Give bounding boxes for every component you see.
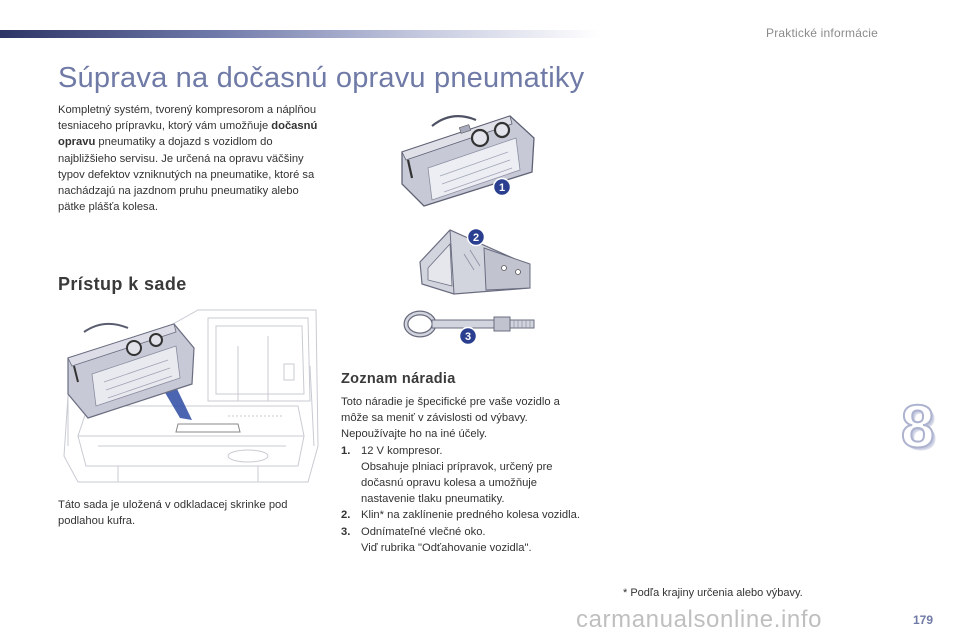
callout-1 bbox=[492, 177, 512, 197]
tools-heading: Zoznam náradia bbox=[341, 371, 456, 387]
section-header: Praktické informácie bbox=[766, 26, 879, 40]
tool-number: 3. bbox=[341, 525, 351, 538]
intro-bold: dočasnú opravu bbox=[58, 120, 318, 149]
header-gradient-bar bbox=[0, 30, 600, 38]
tools-body bbox=[341, 394, 586, 556]
access-text: Táto sada je uložená v odkladacej skrinke pod podlahou kufra. bbox=[58, 499, 288, 528]
tool-line: Obsahuje plniaci prípravok, určený pre dočasnú opravu kolesa a umožňuje nastavenie tlaku pneumatiky. bbox=[361, 460, 553, 506]
access-heading: Prístup k sade bbox=[58, 274, 187, 294]
intro-paragraph bbox=[58, 102, 318, 215]
callout-2-label: 2 bbox=[472, 232, 480, 244]
callout-3 bbox=[458, 326, 478, 346]
watermark: carmanualsonline.info bbox=[576, 606, 823, 633]
footnote: * Podľa krajiny určenia alebo výbavy. bbox=[623, 587, 803, 599]
tool-number: 1. bbox=[341, 444, 351, 457]
callout-3-label: 3 bbox=[464, 331, 472, 343]
intro-tail: pneumatiky a dojazd s vozidlom do najbližšieho servisu. Je určená na opravu väčšiny typov defektov vzniknutých na pneumatike, ktoré sa nachádzajú na jazdnom pruhu pneumatiky alebo pätke plášťa kolesa. bbox=[58, 136, 315, 214]
tool-line: Klin* na zaklínenie predného kolesa vozidla. bbox=[361, 509, 580, 522]
page-title: Súprava na dočasnú opravu pneumatiky bbox=[58, 62, 585, 94]
page-number: 179 bbox=[913, 613, 934, 627]
tool-item-1 bbox=[341, 443, 586, 508]
tool-line: 12 V kompresor. bbox=[361, 444, 443, 457]
tool-number: 2. bbox=[341, 509, 351, 522]
car-trunk-illustration bbox=[58, 306, 320, 484]
tool-item-3 bbox=[341, 524, 586, 556]
tool-line: Odnímateľné vlečné oko. bbox=[361, 525, 486, 538]
callout-2 bbox=[466, 227, 486, 247]
repair-kit-illustration bbox=[398, 108, 540, 208]
callout-1-label: 1 bbox=[498, 182, 506, 194]
intro-lead: Kompletný systém, tvorený kompresorom a náplňou tesniaceho prípravku, ktorý vám umožňuje bbox=[58, 104, 317, 133]
tools-intro: Toto náradie je špecifické pre vaše vozidlo a môže sa meniť v závislosti od výbavy. Nepoužívajte ho na iné účely. bbox=[341, 396, 560, 441]
chapter-number: 8 bbox=[901, 393, 935, 460]
tool-item-2 bbox=[341, 507, 586, 523]
tool-line: Viď rubrika "Odťahovanie vozidla". bbox=[361, 541, 532, 554]
